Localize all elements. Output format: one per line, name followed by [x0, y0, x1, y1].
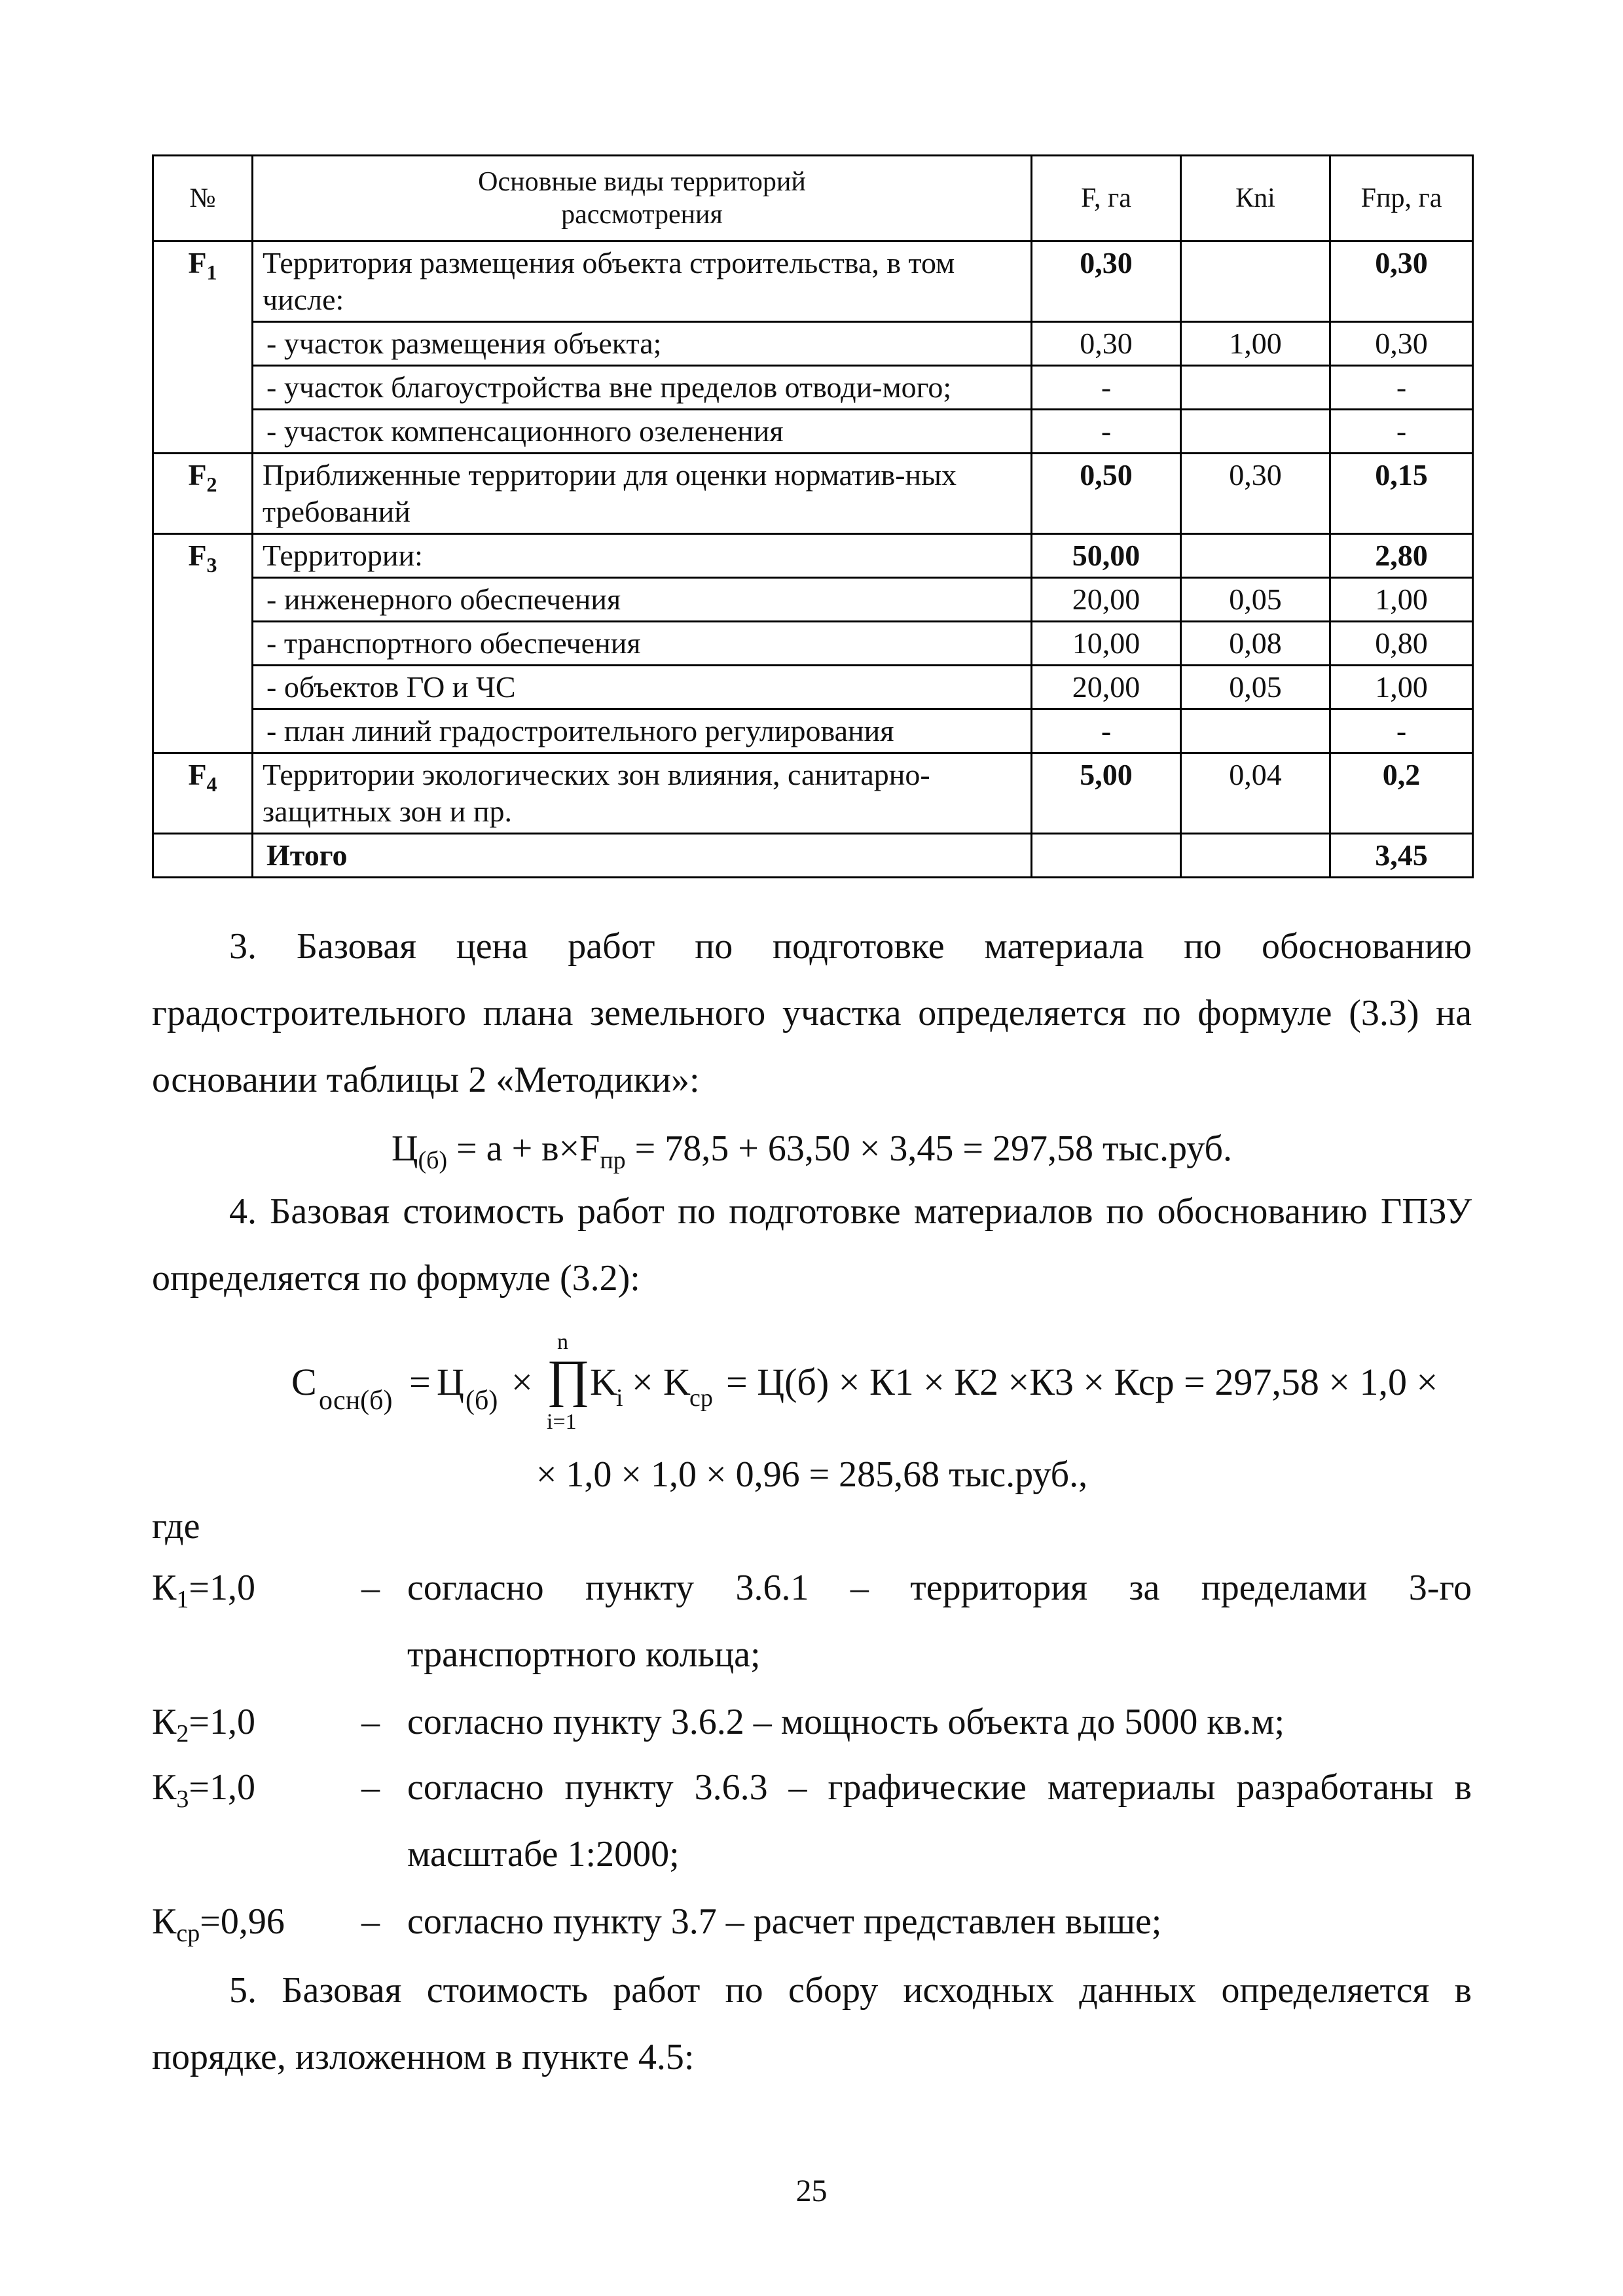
row-fpr-value: 0,2 — [1330, 753, 1473, 834]
row-k-value — [1181, 709, 1330, 753]
row-fpr-value: 1,00 — [1330, 666, 1473, 709]
row-code-letter: F — [188, 539, 207, 572]
row-k-value — [1181, 410, 1330, 454]
row-description: Территория размещения объекта строительства, в том числе: — [253, 242, 1032, 322]
row-code — [153, 454, 253, 534]
row-code-index: 4 — [206, 772, 217, 797]
row-fpr-value: 2,80 — [1330, 534, 1473, 578]
formula2-times2: × — [632, 1361, 653, 1403]
row-f-value — [1032, 834, 1181, 878]
coefficient-explanation: согласно пункту 3.6.2 – мощность объекта до 5000 кв.м; — [407, 1702, 1285, 1742]
territories-table — [152, 154, 1474, 878]
formula2-c-sub: осн(б) — [319, 1386, 393, 1416]
formula2-product-symbol: ∏ — [547, 1350, 590, 1408]
row-f-value: - — [1032, 709, 1181, 753]
row-f-value: 0,30 — [1032, 242, 1181, 322]
row-description: - участок размещения объекта; — [253, 322, 1032, 366]
row-f-value: 0,30 — [1032, 322, 1181, 366]
paragraph-4: 4. Базовая стоимость работ по подготовке материалов по обоснованию ГПЗУ определяется по формуле (3.2): — [152, 1191, 1472, 1299]
coefficient-letter: К — [152, 1767, 177, 1808]
formula2-k: K — [590, 1361, 617, 1403]
row-description: Территории экологических зон влияния, санитарно-защитных зон и пр. — [253, 753, 1032, 834]
table-row — [153, 322, 1473, 366]
table-header-row — [153, 156, 1473, 242]
row-code — [153, 753, 253, 834]
coefficient-index: ср — [176, 1920, 200, 1948]
coefficient-value: =1,0 — [189, 1702, 255, 1742]
table-row — [153, 622, 1473, 666]
page-number: 25 — [795, 2174, 828, 2208]
coefficient-index: 3 — [176, 1785, 189, 1814]
header-description-line1: Основные виды территорий — [478, 167, 806, 197]
row-description: - транспортного обеспечения — [253, 622, 1032, 666]
row-k-value — [1181, 834, 1330, 878]
coefficient-dash: – — [361, 1568, 380, 1608]
table-row — [153, 534, 1473, 578]
row-f-value: 5,00 — [1032, 753, 1181, 834]
formula2-prod-bottom: i=1 — [547, 1410, 577, 1434]
row-f-value: - — [1032, 366, 1181, 410]
row-fpr-value: 0,80 — [1330, 622, 1473, 666]
row-fpr-value: - — [1330, 366, 1473, 410]
row-description: Приближенные территории для оценки норматив-ных требований — [253, 454, 1032, 534]
row-description: - объектов ГО и ЧС — [253, 666, 1032, 709]
header-fpr: Fпр, га — [1330, 156, 1473, 242]
coefficient-letter: К — [152, 1568, 177, 1608]
row-description: Территории: — [253, 534, 1032, 578]
row-code-index: 2 — [206, 473, 217, 497]
row-code — [153, 834, 253, 878]
header-k: Кni — [1181, 156, 1330, 242]
table-total-row — [153, 834, 1473, 878]
table-row — [153, 410, 1473, 454]
formula2-prod-top: n — [557, 1330, 568, 1354]
coefficient-index: 1 — [176, 1586, 189, 1614]
header-description — [253, 156, 1032, 242]
row-code-letter: F — [188, 758, 207, 791]
row-description: - план линий градостроительного регулирования — [253, 709, 1032, 753]
formula2-times1: × — [511, 1361, 533, 1403]
row-code-letter: F — [188, 246, 207, 279]
formula2-ts: Ц — [437, 1361, 464, 1403]
paragraph-3: 3. Базовая цена работ по подготовке материала по обоснованию градостроительного плана земельного участка определяется по формуле (3.3) на основании таблицы 2 «Методики»: — [152, 926, 1472, 1100]
row-code-letter: F — [188, 458, 207, 492]
formula2-ts-sub: (б) — [465, 1386, 498, 1416]
table-row — [153, 709, 1473, 753]
row-k-value: 0,05 — [1181, 578, 1330, 622]
formula2-kcp-sub: ср — [689, 1384, 713, 1412]
coefficient-value: =0,96 — [200, 1901, 285, 1942]
row-code — [153, 242, 253, 454]
row-description: - участок компенсационного озеленения — [253, 410, 1032, 454]
coefficient-index: 2 — [176, 1720, 189, 1748]
coefficient-dash: – — [361, 1901, 380, 1942]
row-fpr-value: 0,30 — [1330, 242, 1473, 322]
formula2-c: С — [291, 1361, 317, 1403]
row-f-value: 0,50 — [1032, 454, 1181, 534]
formula-base-cost — [291, 1330, 1470, 1440]
header-number: № — [153, 156, 253, 242]
row-k-value — [1181, 242, 1330, 322]
formula2-eq: = — [409, 1361, 431, 1403]
formula2-tail: = Ц(б) × К1 × К2 ×К3 × Кср = 297,58 × 1,0 × — [726, 1361, 1438, 1403]
row-k-value: 0,30 — [1181, 454, 1330, 534]
row-f-value: 10,00 — [1032, 622, 1181, 666]
row-f-value: - — [1032, 410, 1181, 454]
table-row — [153, 578, 1473, 622]
coefficient-value: =1,0 — [189, 1568, 255, 1608]
row-code-index: 3 — [206, 553, 217, 577]
where-label: где — [152, 1506, 200, 1547]
row-k-value — [1181, 366, 1330, 410]
row-fpr-value: - — [1330, 709, 1473, 753]
table-row — [153, 242, 1473, 322]
table-row — [153, 454, 1473, 534]
row-f-value: 20,00 — [1032, 666, 1181, 709]
row-description: Итого — [253, 834, 1032, 878]
header-description-line2: рассмотрения — [561, 200, 723, 230]
row-code-index: 1 — [206, 260, 217, 285]
row-k-value: 0,04 — [1181, 753, 1330, 834]
table-body — [153, 242, 1473, 878]
paragraph-5: 5. Базовая стоимость работ по сбору исходных данных определяется в порядке, изложенном в пункте 4.5: — [152, 1970, 1472, 2077]
coefficient-dash: – — [361, 1767, 380, 1808]
row-code — [153, 534, 253, 753]
row-description: - инженерного обеспечения — [253, 578, 1032, 622]
row-fpr-value: 3,45 — [1330, 834, 1473, 878]
row-k-value: 0,05 — [1181, 666, 1330, 709]
row-description: - участок благоустройства вне пределов отводи-мого; — [253, 366, 1032, 410]
row-k-value — [1181, 534, 1330, 578]
coefficient-dash: – — [361, 1702, 380, 1742]
coefficient-letter: К — [152, 1901, 177, 1942]
coefficient-explanation: согласно пункту 3.6.3 – графические материалы разработаны в масштабе 1:2000; — [407, 1767, 1472, 1874]
header-f: F, га — [1032, 156, 1181, 242]
row-k-value: 1,00 — [1181, 322, 1330, 366]
formula2-k-sub: i — [616, 1384, 623, 1412]
row-fpr-value: 0,15 — [1330, 454, 1473, 534]
table-row — [153, 753, 1473, 834]
formula1-c-sub: (б) — [418, 1147, 448, 1175]
row-f-value: 50,00 — [1032, 534, 1181, 578]
coefficient-letter: К — [152, 1702, 177, 1742]
coefficient-label — [152, 1754, 255, 1833]
row-fpr-value: 0,30 — [1330, 322, 1473, 366]
formula-base-price — [152, 1126, 1472, 1183]
formula1-rest: = 78,5 + 63,50 × 3,45 = 297,58 тыс.руб. — [625, 1128, 1232, 1169]
coefficient-explanation: согласно пункту 3.7 – расчет представлен выше; — [407, 1901, 1162, 1942]
formula2-kcp: K — [663, 1361, 691, 1403]
formula1-c: Ц — [392, 1128, 418, 1169]
row-fpr-value: - — [1330, 410, 1473, 454]
row-k-value: 0,08 — [1181, 622, 1330, 666]
formula1-f-sub: пр — [600, 1147, 626, 1175]
coefficient-label — [152, 1888, 285, 1967]
coefficient-explanation: согласно пункту 3.6.1 – территория за пределами 3-го транспортного кольца; — [407, 1568, 1472, 1675]
table-row — [153, 666, 1473, 709]
coefficient-value: =1,0 — [189, 1767, 255, 1808]
table-row — [153, 366, 1473, 410]
coefficient-label — [152, 1554, 255, 1633]
formula2-line2: × 1,0 × 1,0 × 0,96 = 285,68 тыс.руб., — [536, 1454, 1088, 1495]
row-f-value: 20,00 — [1032, 578, 1181, 622]
formula1-mid: = а + в×F — [447, 1128, 600, 1169]
row-fpr-value: 1,00 — [1330, 578, 1473, 622]
